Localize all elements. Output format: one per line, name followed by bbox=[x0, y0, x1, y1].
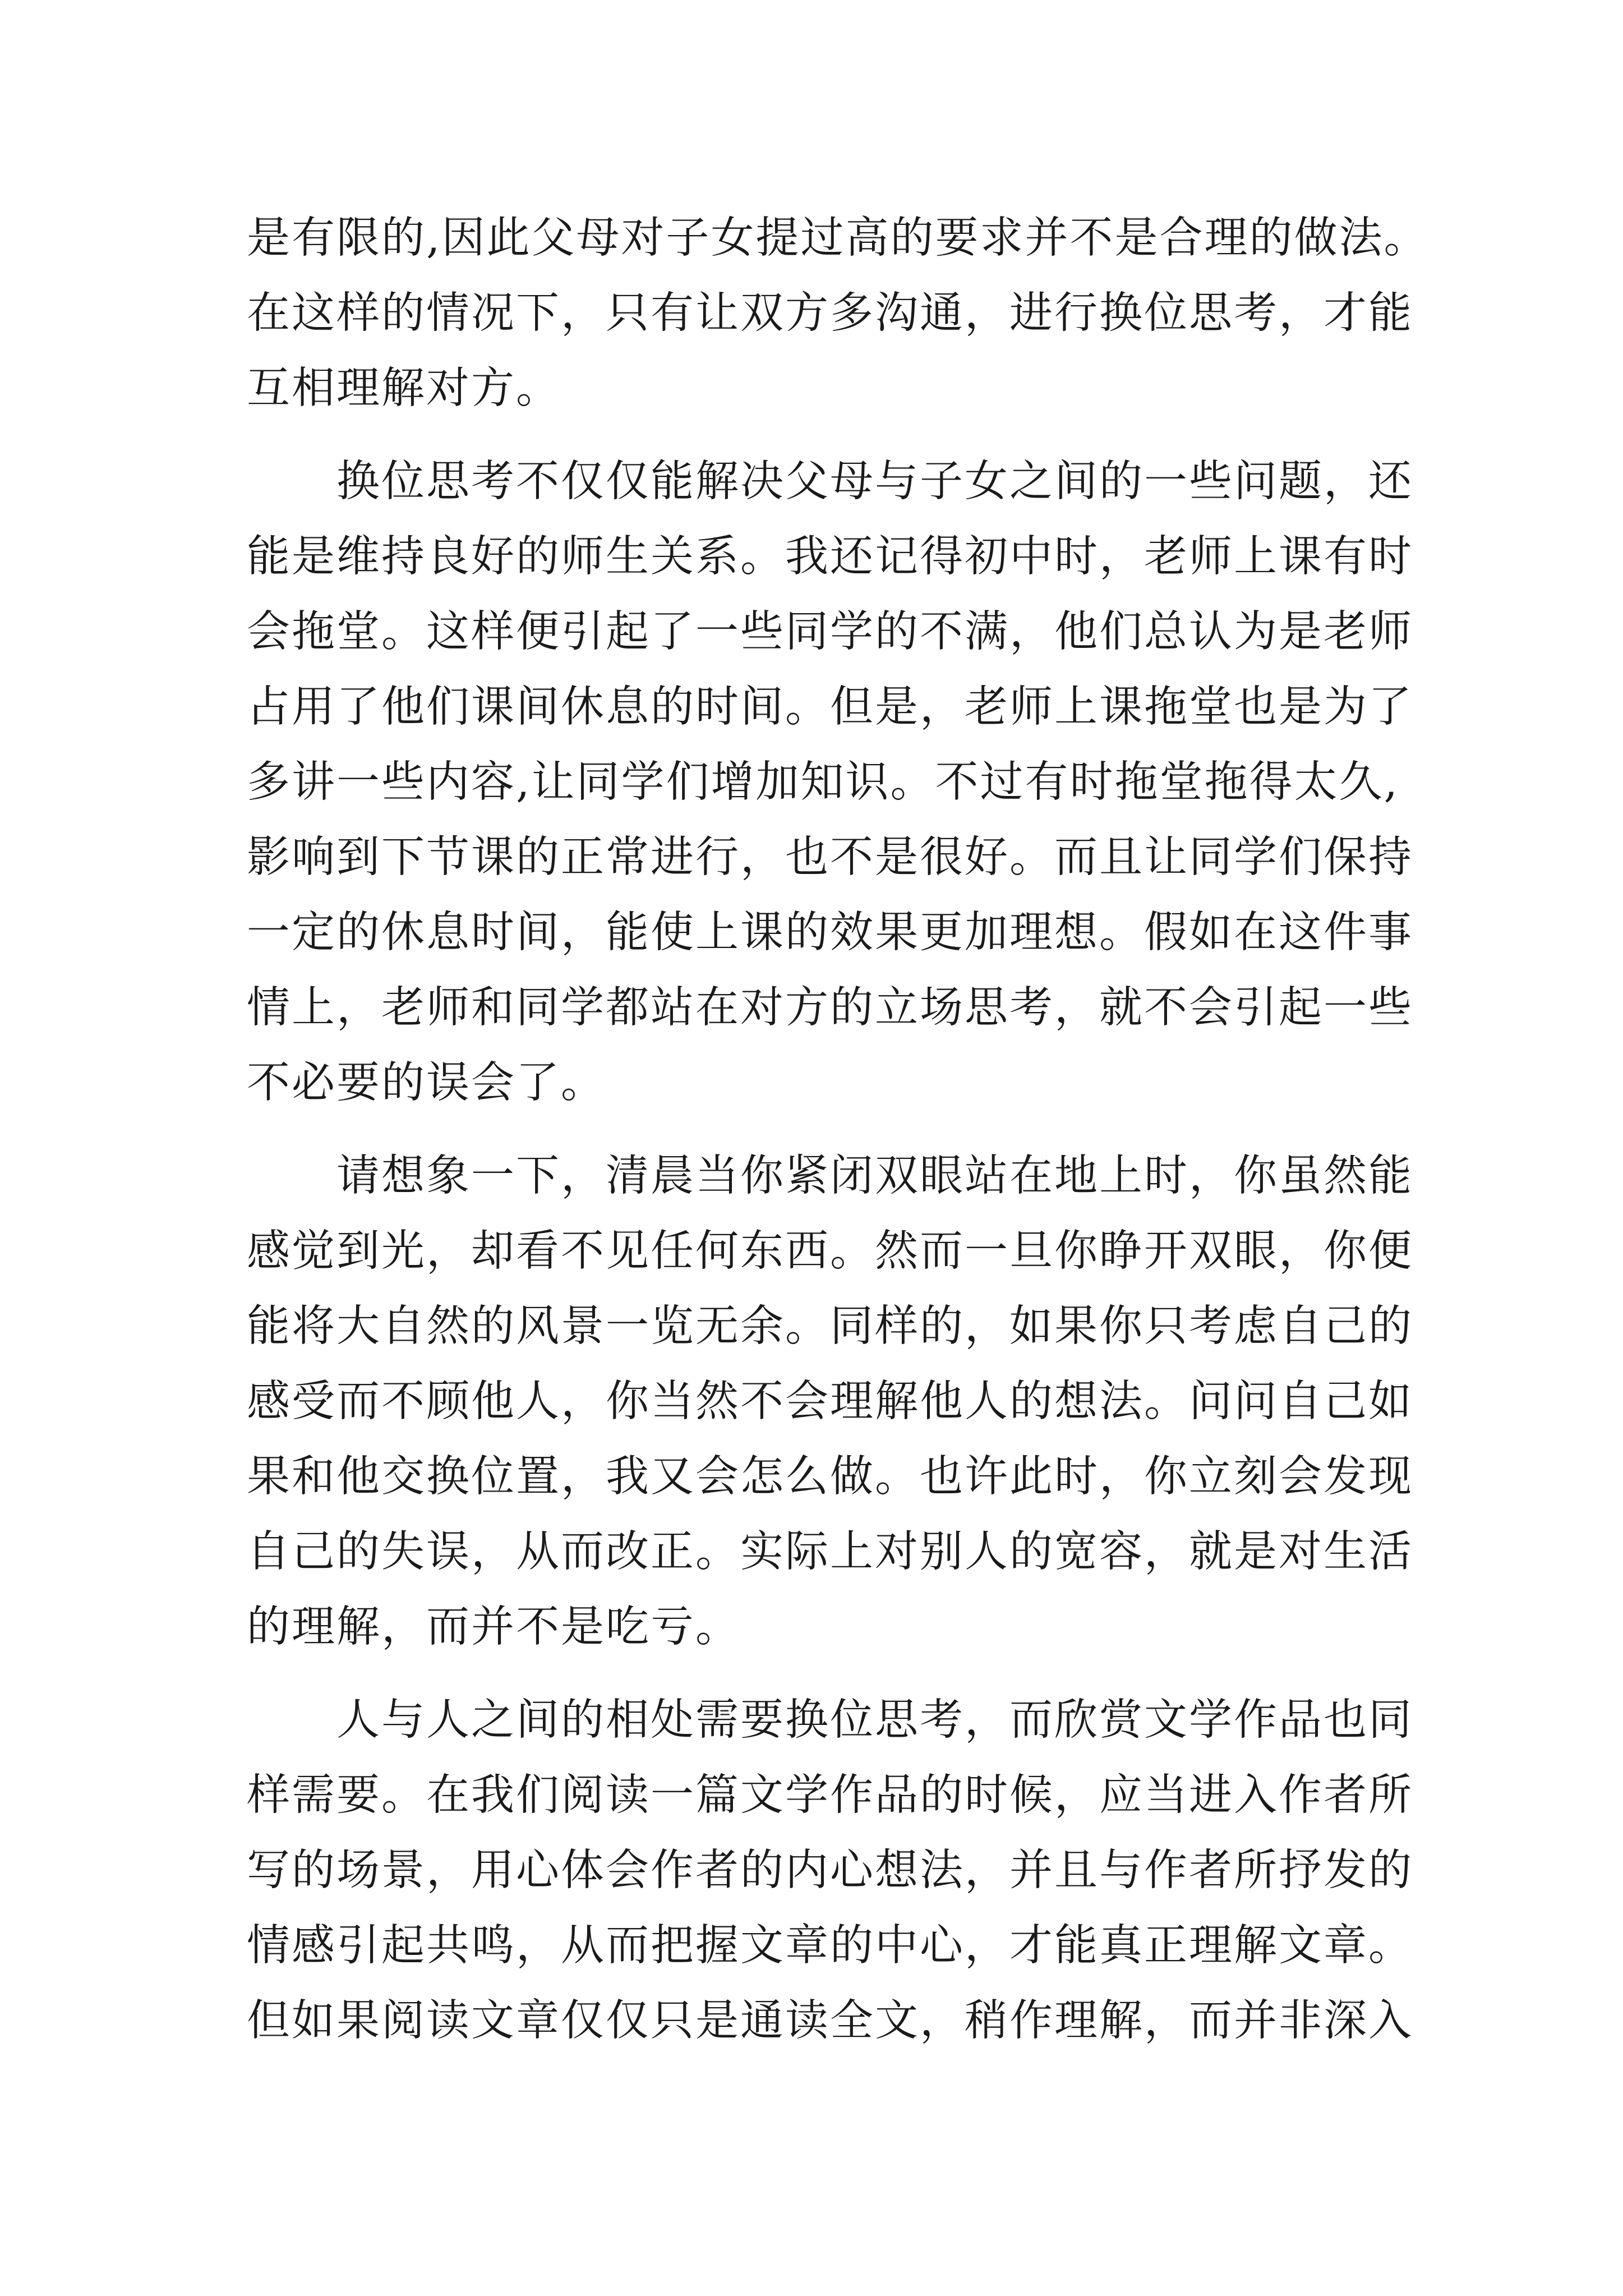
text-line: 的理解，而并不是吃亏。 bbox=[247, 1602, 740, 1652]
paragraph-2 bbox=[247, 444, 1453, 1121]
document-body bbox=[247, 201, 1453, 2059]
paragraph-3 bbox=[247, 1139, 1453, 1665]
text-line: 多讲一些内容,让同学们增加知识。不过有时拖堂拖得太久, bbox=[247, 757, 1399, 807]
text-line: 换位思考不仅仅能解决父母与子女之间的一些问题，还 bbox=[336, 457, 1413, 507]
text-line: 能是维持良好的师生关系。我还记得初中时，老师上课有时 bbox=[247, 532, 1413, 582]
text-line: 占用了他们课间休息的时间。但是，老师上课拖堂也是为了 bbox=[247, 682, 1413, 732]
text-line: 会拖堂。这样便引起了一些同学的不满，他们总认为是老师 bbox=[247, 607, 1413, 657]
text-line: 自己的失误，从而改正。实际上对别人的宽容，就是对生活 bbox=[247, 1527, 1413, 1577]
paragraph-4 bbox=[247, 1683, 1453, 2059]
text-line: 是有限的,因此父母对子女提过高的要求并不是合理的做法。 bbox=[247, 213, 1429, 263]
text-line: 感觉到光，却看不见任何东西。然而一旦你睁开双眼，你便 bbox=[247, 1226, 1413, 1276]
text-line: 请想象一下，清晨当你紧闭双眼站在地上时，你虽然能 bbox=[336, 1151, 1413, 1201]
text-line: 互相理解对方。 bbox=[247, 364, 561, 413]
paragraph-1 bbox=[247, 201, 1453, 426]
text-line: 情感引起共鸣，从而把握文章的中心，才能真正理解文章。 bbox=[247, 1921, 1413, 1971]
text-line: 情上，老师和同学都站在对方的立场思考，就不会引起一些 bbox=[247, 983, 1413, 1033]
text-line: 在这样的情况下，只有让双方多沟通，进行换位思考，才能 bbox=[247, 288, 1413, 338]
text-line: 样需要。在我们阅读一篇文学作品的时候，应当进入作者所 bbox=[247, 1770, 1413, 1820]
text-line: 果和他交换位置，我又会怎么做。也许此时，你立刻会发现 bbox=[247, 1452, 1413, 1502]
text-line: 人与人之间的相处需要换位思考，而欣赏文学作品也同 bbox=[336, 1695, 1413, 1745]
text-line: 但如果阅读文章仅仅只是通读全文，稍作理解，而并非深入 bbox=[247, 1996, 1413, 2046]
text-line: 不必要的误会了。 bbox=[247, 1058, 606, 1108]
text-line: 一定的休息时间，能使上课的效果更加理想。假如在这件事 bbox=[247, 908, 1413, 958]
text-line: 写的场景，用心体会作者的内心想法，并且与作者所抒发的 bbox=[247, 1846, 1413, 1895]
text-line: 感受而不顾他人，你当然不会理解他人的想法。问问自己如 bbox=[247, 1377, 1413, 1427]
text-line: 能将大自然的风景一览无余。同样的，如果你只考虑自己的 bbox=[247, 1301, 1413, 1351]
text-line: 影响到下节课的正常进行，也不是很好。而且让同学们保持 bbox=[247, 832, 1413, 882]
